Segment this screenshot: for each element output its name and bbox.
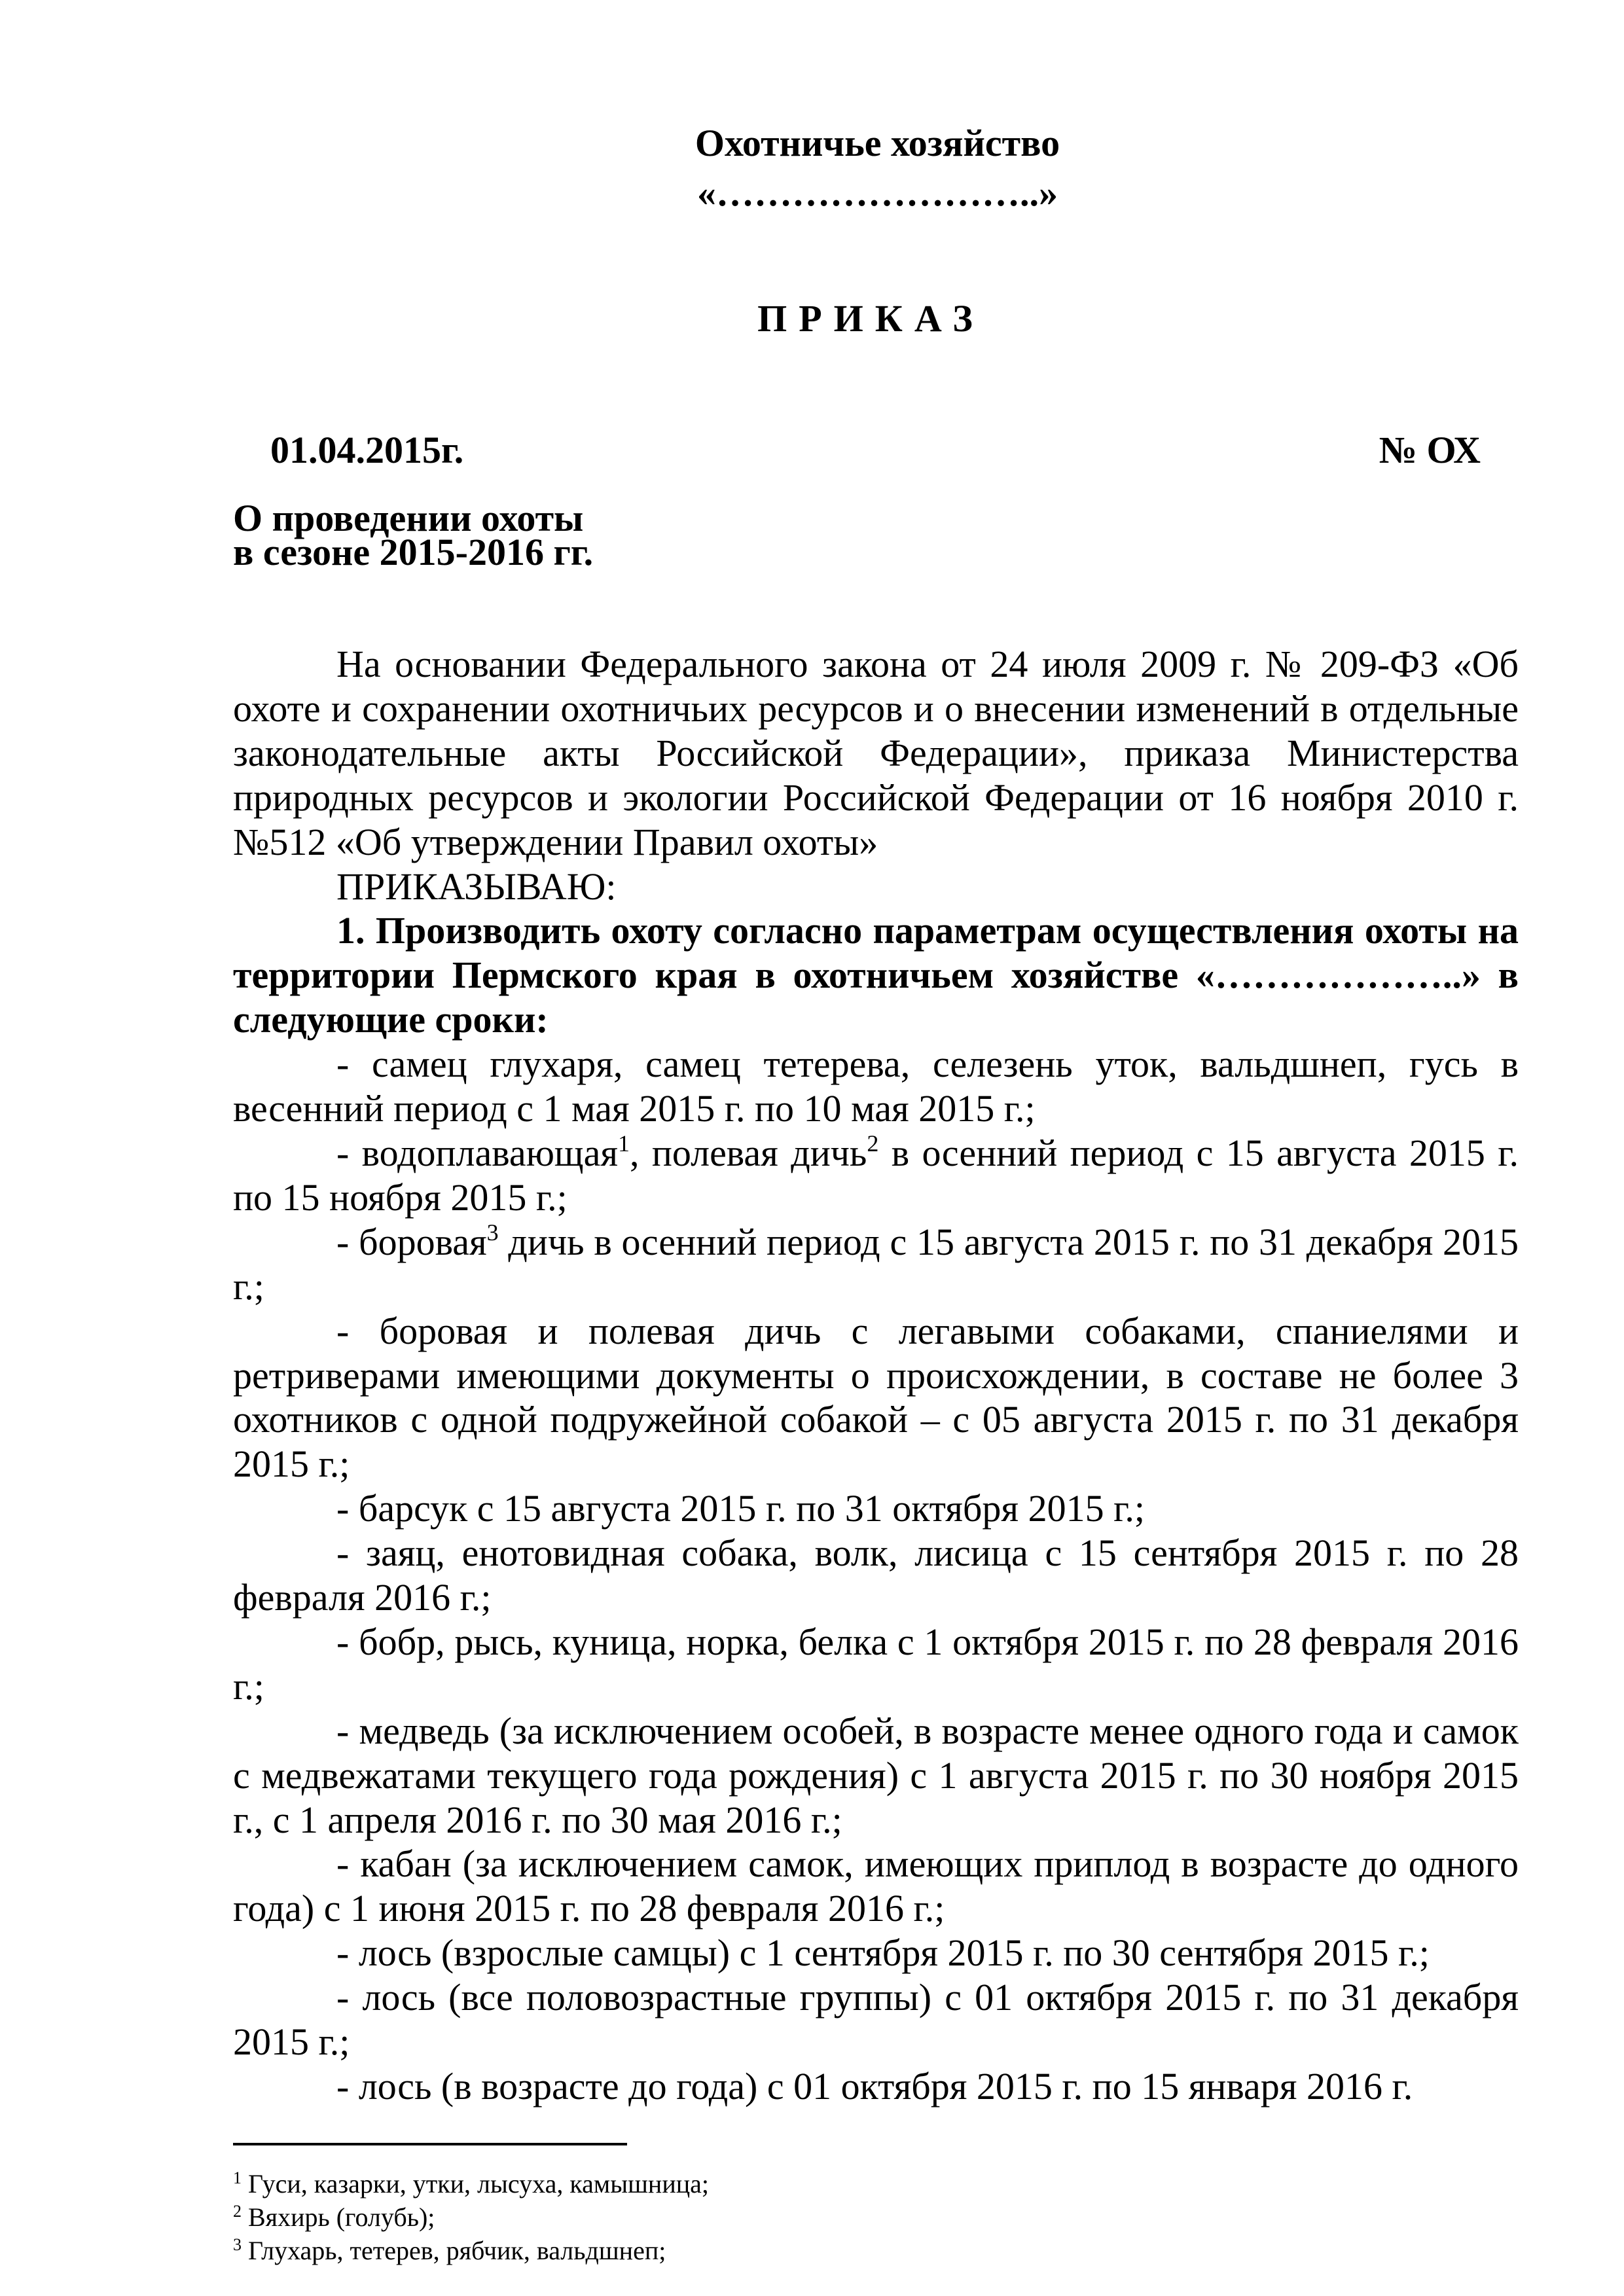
organization-name: «……………………..» — [697, 171, 1058, 214]
period-text: - боровая — [336, 1220, 487, 1263]
organization-label: Охотничье хозяйство — [695, 122, 1060, 164]
period-text: - водоплавающая — [336, 1131, 618, 1174]
footnote-mark: 2 — [233, 2202, 242, 2221]
footnote-text: Вяхирь (голубь); — [242, 2202, 435, 2232]
order-word: ПРИКАЗЫВАЮ: — [336, 865, 617, 908]
period-11: - лось (все половозрастные группы) с 01 октября 2015 г. по 31 декабря 2015 г.; — [233, 1976, 1519, 2064]
subject-line-2: в сезоне 2015-2016 гг. — [233, 531, 594, 573]
period-8: - медведь (за исключением особей, в возрасте менее одного года и самок с медвежатами текущего года рождения) с 1 августа 2015 г. по 30 ноября 2015 г., с 1 апреля 2016 г. по 30 мая 2016 г.; — [233, 1709, 1519, 1841]
period-2 — [233, 1131, 1519, 1220]
period-4: - боровая и полевая дичь с легавыми собаками, спаниелями и ретриверами имеющими документы о происхождении, в составе не более 3 охотников с одной подружейной собакой – с 05 августа 2015 г. по 31 декабря 2015 г.; — [233, 1309, 1519, 1486]
footnote-ref: 1 — [618, 1130, 630, 1157]
footnote — [233, 2167, 709, 2200]
period-10: - лось (взрослые самцы) с 1 сентября 2015 г. по 30 сентября 2015 г.; — [336, 1931, 1430, 1975]
footnote-separator — [233, 2143, 627, 2145]
footnote-text: Глухарь, тетерев, рябчик, вальдшнеп; — [242, 2236, 666, 2265]
order-date: 01.04.2015г. — [270, 429, 464, 471]
footnote-ref: 2 — [867, 1130, 879, 1157]
period-6: - заяц, енотовидная собака, волк, лисица с 15 сентября 2015 г. по 28 февраля 2016 г.; — [233, 1532, 1519, 1619]
footnotes — [233, 2167, 709, 2267]
period-5: - барсук с 15 августа 2015 г. по 31 октября 2015 г.; — [336, 1487, 1145, 1530]
period-1: - самец глухаря, самец тетерева, селезень уток, вальдшнеп, гусь в весенний период с 1 мая 2015 г. по 10 мая 2015 г.; — [233, 1043, 1519, 1130]
footnote — [233, 2234, 709, 2267]
footnote-ref: 3 — [486, 1219, 499, 1246]
order-subject — [233, 497, 594, 573]
footnote-text: Гуси, казарки, утки, лысуха, камышница; — [242, 2169, 710, 2198]
subject-line-1: О проведении охоты — [233, 497, 584, 539]
order-number: № ОХ — [1379, 429, 1481, 471]
period-7: - бобр, рысь, куница, норка, белка с 1 октября 2015 г. по 28 февраля 2016 г.; — [233, 1620, 1519, 1708]
order-body — [233, 642, 1519, 2109]
period-text: дичь в осенний период с 15 августа 2015 г. по 31 декабря 2015 г.; — [233, 1220, 1519, 1308]
period-9: - кабан (за исключением самок, имеющих приплод в возрасте до одного года) с 1 июня 2015 г. по 28 февраля 2016 г.; — [233, 1842, 1519, 1930]
period-3 — [233, 1220, 1519, 1309]
period-12: - лось (в возрасте до года) с 01 октября 2015 г. по 15 января 2016 г. — [336, 2065, 1413, 2108]
period-text: в осенний период с 15 августа 2015 г. по 15 ноября 2015 г.; — [233, 1131, 1519, 1219]
document-title: ПРИКАЗ — [757, 297, 984, 340]
order-item-1: 1. Производить охоту согласно параметрам осуществления охоты на территории Пермского края в охотничьем хозяйстве «………………..» в следующие сроки: — [233, 909, 1519, 1041]
footnote-mark: 3 — [233, 2235, 242, 2254]
footnote — [233, 2200, 709, 2234]
preamble: На основании Федерального закона от 24 июля 2009 г. № 209-ФЗ «Об охоте и сохранении охотничьих ресурсов и о внесении изменений в отдельные законодательные акты Российской Федерации», приказа Министерства природных ресурсов и экологии Российской Федерации от 16 ноября 2010 г. №512 «Об утверждении Правил охоты» — [233, 643, 1519, 863]
footnote-mark: 1 — [233, 2168, 242, 2187]
period-text: , полевая дичь — [630, 1131, 867, 1174]
